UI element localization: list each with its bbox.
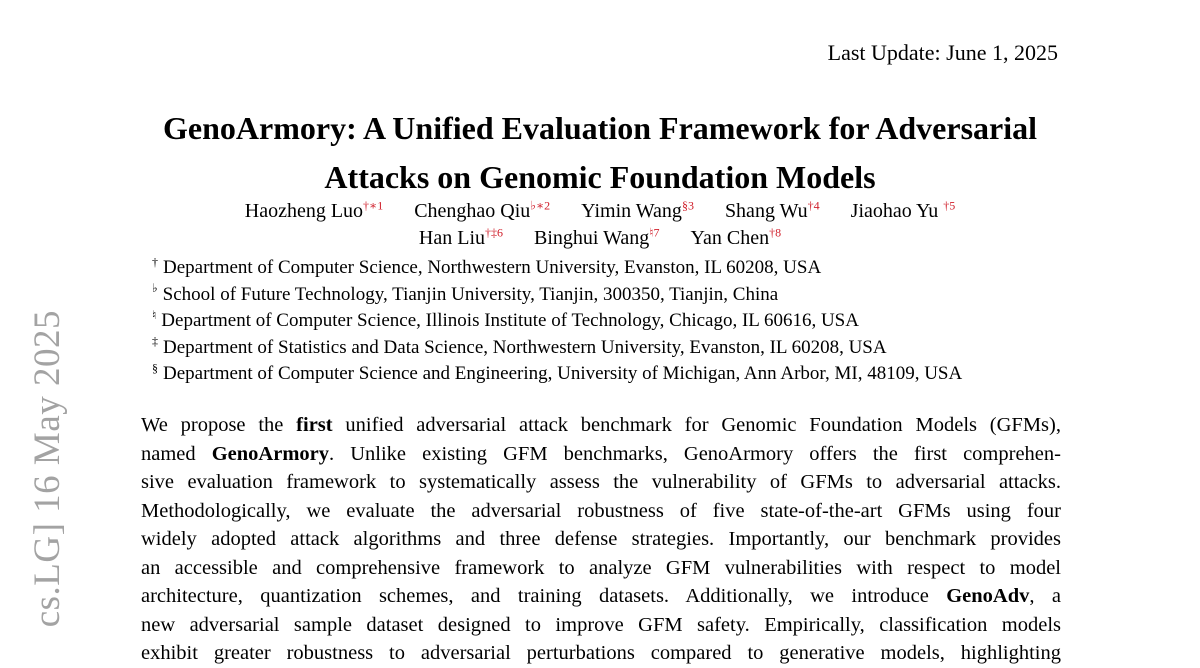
abstract-line: sive evaluation framework to systematically assess the vulnerability of GFMs to adversarial attacks. (141, 471, 1061, 493)
affiliation: † Department of Computer Science, Northwestern University, Evanston, IL 60208, USA (152, 254, 822, 278)
author: Chenghao Qiu$^{♭∗2}$ (414, 198, 551, 222)
last-update: Last Update: June 1, 2025 (827, 40, 1058, 65)
abstract-line: exhibit greater robustness to adversarial perturbations compared to generative models, highlighting (141, 642, 1061, 664)
author-mark: †5 (943, 198, 956, 213)
affiliation-mark: ‡ (152, 334, 158, 349)
author: Han Liu$^{\dagger\ddagger 6}$ (418, 225, 503, 249)
abstract-line: Methodologically, we evaluate the adversarial robustness of five state-of-the-art GFMs using four (141, 499, 1061, 522)
abstract-line: We propose the first unified adversarial attack benchmark for Genomic Foundation Models (GFMs), (141, 414, 1061, 436)
affiliation-mark: § (152, 361, 158, 376)
affiliation-mark: ♭ (152, 281, 158, 296)
abstract-line: widely adopted attack algorithms and three defense strategies. Importantly, our benchmark provides (141, 528, 1061, 550)
author: Yimin Wang$^{\S 3}$ (581, 198, 694, 222)
author-list-row-2 (130, 227, 1070, 250)
author-mark: ♭∗2 (530, 198, 551, 213)
abstract-line: new adversarial sample dataset designed to improve GFM safety. Empirically, classification models (141, 613, 1061, 636)
author-list-row-1 (130, 200, 1070, 223)
author-mark: §3 (681, 198, 694, 213)
affiliation: ♭ School of Future Technology, Tianjin University, Tianjin, 300350, Tianjin, China (152, 281, 779, 305)
affiliation-mark: † (152, 254, 158, 269)
abstract (141, 411, 1061, 668)
author-mark: †8 (769, 225, 782, 240)
title-line-1: GenoArmory: A Unified Evaluation Framework for Adversarial (163, 110, 1037, 146)
author: Shang Wu$^{\dagger 4}$ (724, 198, 820, 222)
abstract-line: named GenoArmory. Unlike existing GFM benchmarks, GenoArmory offers the first comprehen- (141, 442, 1061, 465)
author: Jiaohao Yu $^{\dagger 5}$ (850, 198, 956, 222)
author: Binghui Wang$^{♮7}$ (534, 225, 660, 249)
author-mark: †4 (807, 198, 820, 213)
author: Haozheng Luo$^{\dagger∗1}$ (244, 198, 384, 222)
paper-title (130, 104, 1070, 202)
author-mark: ♮7 (649, 225, 660, 240)
affiliation-list (152, 255, 962, 388)
affiliation: ♮ Department of Computer Science, Illinois Institute of Technology, Chicago, IL 60616, USA (152, 307, 859, 332)
arxiv-side-stamp (23, 310, 73, 650)
abstract-line: an accessible and comprehensive framework to analyze GFM vulnerabilities with respect to model (141, 556, 1061, 579)
affiliation: § Department of Computer Science and Engineering, University of Michigan, Ann Arbor, MI, 48109, USA (152, 361, 963, 385)
author-mark: †‡6 (485, 225, 503, 240)
arxiv-stamp-text: cs.LG] 16 May 2025 (27, 310, 68, 628)
title-line-2: Attacks on Genomic Foundation Models (324, 159, 876, 195)
author: Yan Chen$^{\dagger 8}$ (690, 225, 782, 249)
abstract-line: architecture, quantization schemes, and training datasets. Additionally, we introduce GenoAdv, a (141, 585, 1061, 607)
affiliation-mark: ♮ (152, 307, 157, 322)
affiliation: ‡ Department of Statistics and Data Science, Northwestern University, Evanston, IL 60208, USA (152, 334, 887, 358)
author-mark: †∗1 (363, 198, 384, 213)
